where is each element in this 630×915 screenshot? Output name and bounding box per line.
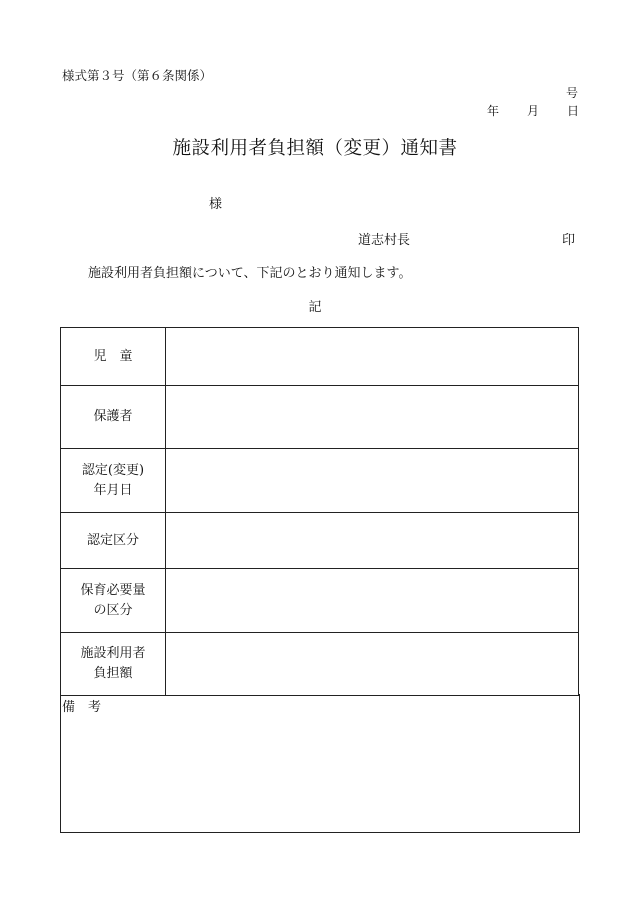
- row-label-certification-category: 認定区分: [61, 513, 166, 569]
- table-row: [61, 633, 579, 696]
- row-value-certification-category: [166, 513, 579, 569]
- table-row: [61, 328, 579, 386]
- form-number: 様式第３号（第６条関係）: [62, 68, 213, 83]
- remarks-box: [60, 694, 580, 833]
- row-value-certification-date: [166, 449, 579, 513]
- row-value-guardian: [166, 386, 579, 449]
- row-label-child: 児 童: [61, 328, 166, 386]
- date-day-label: 日: [567, 104, 580, 118]
- row-value-user-fee: [166, 633, 579, 696]
- notice-body-text: 施設利用者負担額について、下記のとおり通知します。: [88, 266, 412, 281]
- details-table: [60, 327, 579, 696]
- date-month-label: 月: [527, 104, 540, 118]
- recipient-honorific: 様: [209, 197, 223, 212]
- remarks-label: 備 考: [62, 700, 102, 715]
- table-row: [61, 513, 579, 569]
- document-number-suffix: 号: [566, 86, 579, 100]
- date-year-label: 年: [487, 104, 500, 118]
- row-value-childcare-need: [166, 569, 579, 633]
- ki-heading: 記: [308, 300, 322, 315]
- document-title: 施設利用者負担額（変更）通知書: [172, 138, 458, 159]
- table-row: [61, 449, 579, 513]
- seal-mark: 印: [562, 233, 576, 248]
- row-value-child: [166, 328, 579, 386]
- row-label-guardian: 保護者: [61, 386, 166, 449]
- table-row: [61, 386, 579, 449]
- row-label-user-fee: 施設利用者 負担額: [61, 633, 166, 696]
- row-label-childcare-need: 保育必要量 の区分: [61, 569, 166, 633]
- table-row: [61, 569, 579, 633]
- row-label-certification-date: 認定(変更) 年月日: [61, 449, 166, 513]
- issuer-name: 道志村長: [358, 233, 411, 248]
